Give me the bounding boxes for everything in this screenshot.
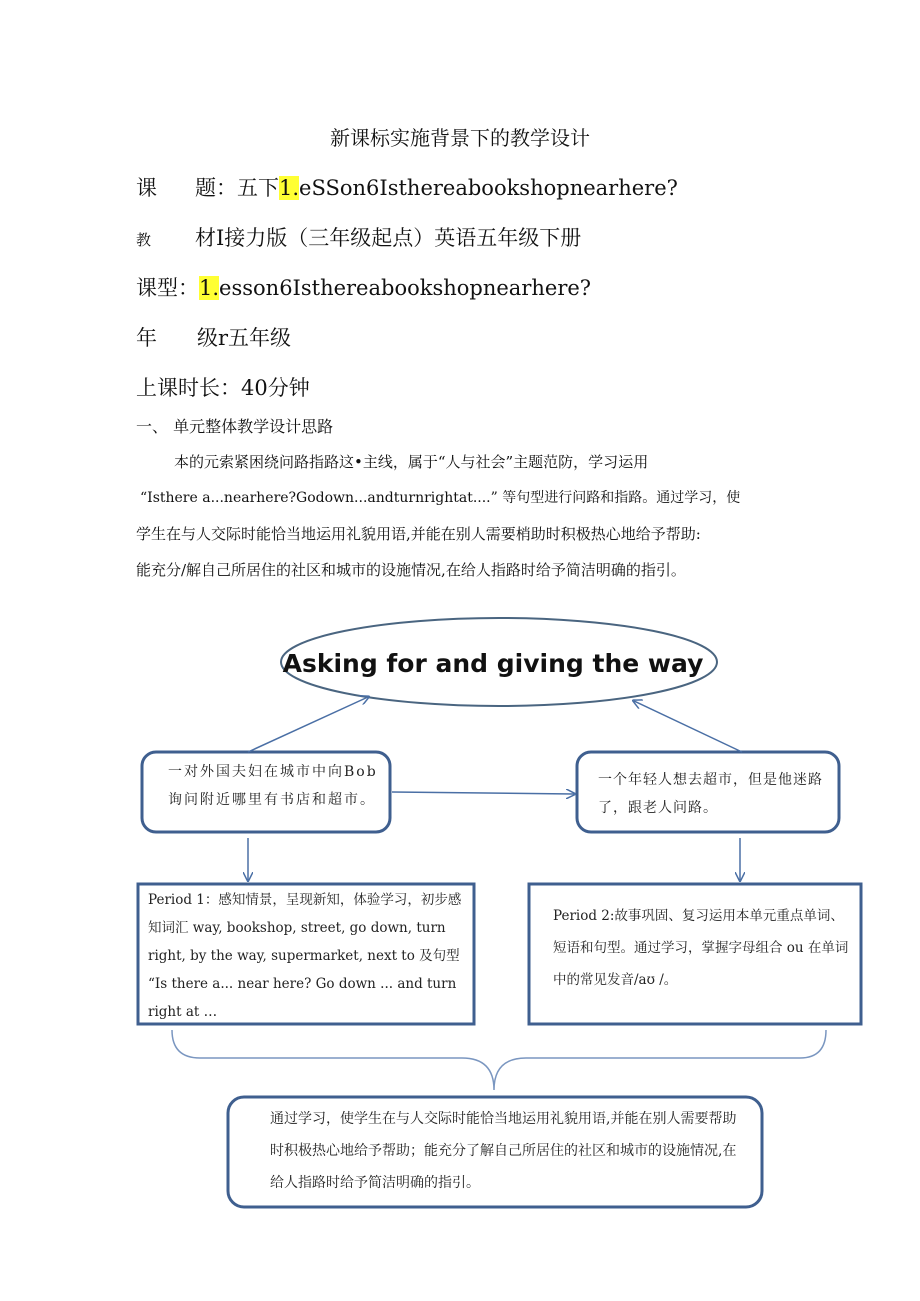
period1-text: Period 1：感知情景，呈现新知，体验学习，初步感知词汇 way, bookshop, street, go down, turn right, by the way, supermarket, next to 及句型 “Is there a... near here? Go down ... and turn right at … — [148, 892, 462, 1020]
ellipse-text: Asking for and giving the way — [282, 649, 704, 678]
lesson-type-label: 课型： — [136, 276, 199, 300]
paragraph-line-1: 本的元索紧困绕问路指路这•主线，属于“人与社会”主题范防，学习运用 — [174, 453, 649, 471]
period2-text: Period 2:故事巩固、复习运用本单元重点单词、短语和句型。通过学习，掌握字母组合 ou 在单词中的常见发音/aʊ /。 — [553, 908, 849, 988]
material-label: 教 — [136, 231, 152, 249]
topic-label-2: 题： — [195, 176, 237, 200]
paragraph-line-4: 能充分/解自己所居住的社区和城市的设施情况,在给人指路时给予简洁明确的指引。 — [136, 561, 686, 579]
topic-prefix: 五下 — [237, 176, 279, 200]
summary-text: 通过学习，使学生在与人交际时能恰当地运用礼貌用语,并能在别人需要帮助时积极热心地给予帮助；能充分了解自己所居住的社区和城市的设施情况,在给人指路时给予简洁明确的指引。 — [270, 1111, 737, 1191]
topic-title: eSSon6Isthereabookshopnearhere? — [299, 176, 678, 200]
left-scenario-text: 一对外国夫妇在城市中向Bob 询问附近哪里有书店和超市。 — [168, 764, 378, 808]
duration-line: 上课时长：40分钟 — [136, 376, 310, 400]
right-scenario-text: 一个年轻人想去超市，但是他迷路了，跟老人问路。 — [598, 772, 823, 816]
arrow-left-to-ellipse — [248, 697, 368, 752]
lesson-type-title: esson6Isthereabookshopnearhere? — [219, 276, 592, 300]
section-heading: 一、 单元整体教学设计思路 — [136, 417, 334, 436]
topic-highlight: 1. — [279, 176, 300, 200]
lesson-type-highlight: 1. — [199, 276, 220, 300]
arrow-right-to-ellipse — [634, 701, 742, 752]
arrow-left-to-right-box — [392, 792, 574, 794]
material-text: 材I接力版（三年级起点）英语五年级下册 — [195, 226, 582, 250]
page-title: 新课标实施背景下的教学设计 — [330, 126, 590, 150]
paragraph-line-3: 学生在与人交际时能恰当地运用礼貌用语,并能在别人需要梢助时积极热心地给予帮助: — [136, 525, 701, 543]
summary-brace — [172, 1030, 826, 1090]
topic-label: 课 — [136, 176, 157, 200]
grade-label: 年 — [136, 326, 157, 350]
grade-text: 级r五年级 — [197, 326, 292, 350]
paragraph-line-2: “Isthere a...nearhere?Godown...andturnrightat....” 等句型进行问路和指路。通过学习，使 — [140, 490, 741, 506]
